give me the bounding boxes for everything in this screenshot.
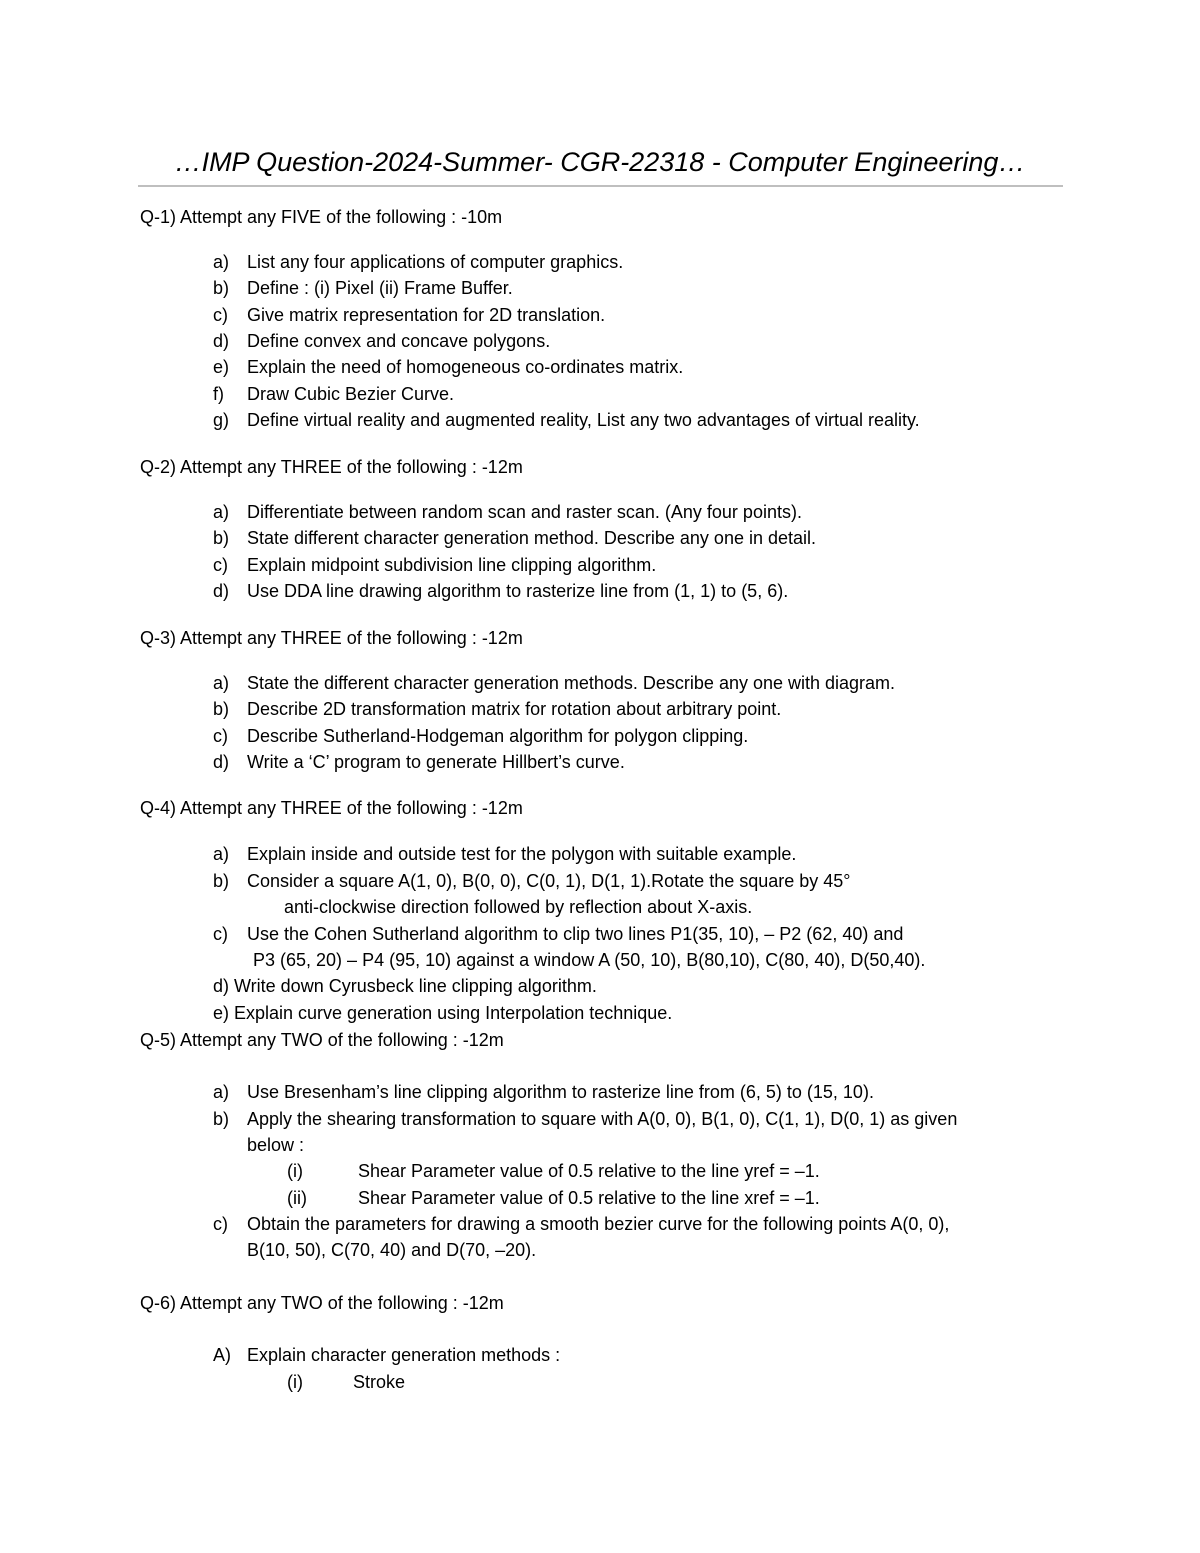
q1-item-d-marker: d) — [213, 331, 230, 351]
q2-item-d-marker: d) — [213, 581, 230, 601]
q3-item-d-marker: d) — [213, 752, 230, 772]
title-divider — [138, 185, 1063, 187]
q1-item-d-text: Define convex and concave polygons. — [247, 331, 551, 351]
q5-item-c-continuation: B(10, 50), C(70, 40) and D(70, –20). — [247, 1240, 537, 1260]
q2-item-c-marker: c) — [213, 555, 228, 575]
q5-item-b-sub-i-text: Shear Parameter value of 0.5 relative to the line yref = –1. — [358, 1161, 820, 1181]
q1-item-a-text: List any four applications of computer graphics. — [247, 252, 624, 272]
question-2-heading: Q-2) Attempt any THREE of the following : -12m — [140, 457, 523, 477]
q2-item-b-text: State different character generation method. Describe any one in detail. — [247, 528, 817, 548]
question-1-heading: Q-1) Attempt any FIVE of the following : -10m — [140, 207, 503, 227]
q5-item-b-continuation: below : — [247, 1135, 305, 1155]
q5-item-b-sub-ii-text: Shear Parameter value of 0.5 relative to the line xref = –1. — [358, 1188, 820, 1208]
q4-item-b-continuation: anti-clockwise direction followed by reflection about X-axis. — [284, 897, 753, 917]
q4-item-e-text: e) Explain curve generation using Interpolation technique. — [213, 1003, 673, 1023]
q3-item-d-text: Write a ‘C’ program to generate Hillbert’s curve. — [247, 752, 625, 772]
q3-item-b-text: Describe 2D transformation matrix for rotation about arbitrary point. — [247, 699, 782, 719]
q1-item-g-text: Define virtual reality and augmented reality, List any two advantages of virtual reality. — [247, 410, 920, 430]
q3-item-c-text: Describe Sutherland-Hodgeman algorithm for polygon clipping. — [247, 726, 749, 746]
q1-item-e-text: Explain the need of homogeneous co-ordinates matrix. — [247, 357, 684, 377]
question-4-heading: Q-4) Attempt any THREE of the following : -12m — [140, 798, 523, 818]
q2-item-a-text: Differentiate between random scan and raster scan. (Any four points). — [247, 502, 802, 522]
q6-item-a-sub-i-marker: (i) — [287, 1372, 303, 1392]
q5-item-b-text: Apply the shearing transformation to square with A(0, 0), B(1, 0), C(1, 1), D(0, 1) as given — [247, 1109, 958, 1129]
q3-item-c-marker: c) — [213, 726, 228, 746]
q5-item-a-marker: a) — [213, 1082, 230, 1102]
q2-item-a-marker: a) — [213, 502, 230, 522]
q5-item-c-text: Obtain the parameters for drawing a smooth bezier curve for the following points A(0, 0), — [247, 1214, 950, 1234]
q4-item-c-text: Use the Cohen Sutherland algorithm to clip two lines P1(35, 10), – P2 (62, 40) and — [247, 924, 904, 944]
q4-item-a-marker: a) — [213, 844, 230, 864]
question-6-heading: Q-6) Attempt any TWO of the following : -12m — [140, 1293, 504, 1313]
question-5-heading: Q-5) Attempt any TWO of the following : -12m — [140, 1030, 504, 1050]
q5-item-a-text: Use Bresenham’s line clipping algorithm to rasterize line from (6, 5) to (15, 10). — [247, 1082, 874, 1102]
page-title: …IMP Question-2024-Summer- CGR-22318 - Computer Engineering… — [174, 147, 1026, 177]
question-3-heading: Q-3) Attempt any THREE of the following : -12m — [140, 628, 523, 648]
q1-item-f-text: Draw Cubic Bezier Curve. — [247, 384, 455, 404]
q5-item-c-marker: c) — [213, 1214, 228, 1234]
q4-item-b-marker: b) — [213, 871, 230, 891]
q5-item-b-marker: b) — [213, 1109, 230, 1129]
q1-item-b-text: Define : (i) Pixel (ii) Frame Buffer. — [247, 278, 513, 298]
q1-item-a-marker: a) — [213, 252, 230, 272]
q4-item-c-continuation: P3 (65, 20) – P4 (95, 10) against a window A (50, 10), B(80,10), C(80, 40), D(50,40). — [253, 950, 926, 970]
q1-item-c-marker: c) — [213, 305, 228, 325]
q2-item-b-marker: b) — [213, 528, 230, 548]
q6-item-a-text: Explain character generation methods : — [247, 1345, 561, 1365]
q4-item-b-text: Consider a square A(1, 0), B(0, 0), C(0, 1), D(1, 1).Rotate the square by 45° — [247, 871, 851, 891]
q5-item-b-sub-ii-marker: (ii) — [287, 1188, 307, 1208]
q1-item-f-marker: f) — [213, 384, 224, 404]
q1-item-e-marker: e) — [213, 357, 230, 377]
q3-item-a-text: State the different character generation methods. Describe any one with diagram. — [247, 673, 896, 693]
q4-item-c-marker: c) — [213, 924, 228, 944]
q2-item-c-text: Explain midpoint subdivision line clipping algorithm. — [247, 555, 657, 575]
q6-item-a-sub-i-text: Stroke — [353, 1372, 406, 1392]
q2-item-d-text: Use DDA line drawing algorithm to rasterize line from (1, 1) to (5, 6). — [247, 581, 789, 601]
q4-item-a-text: Explain inside and outside test for the polygon with suitable example. — [247, 844, 797, 864]
q4-item-d-text: d) Write down Cyrusbeck line clipping algorithm. — [213, 976, 597, 996]
q5-item-b-sub-i-marker: (i) — [287, 1161, 303, 1181]
q3-item-b-marker: b) — [213, 699, 230, 719]
q6-item-a-marker: A) — [213, 1345, 231, 1365]
q3-item-a-marker: a) — [213, 673, 230, 693]
q1-item-g-marker: g) — [213, 410, 230, 430]
q1-item-c-text: Give matrix representation for 2D translation. — [247, 305, 606, 325]
q1-item-b-marker: b) — [213, 278, 230, 298]
